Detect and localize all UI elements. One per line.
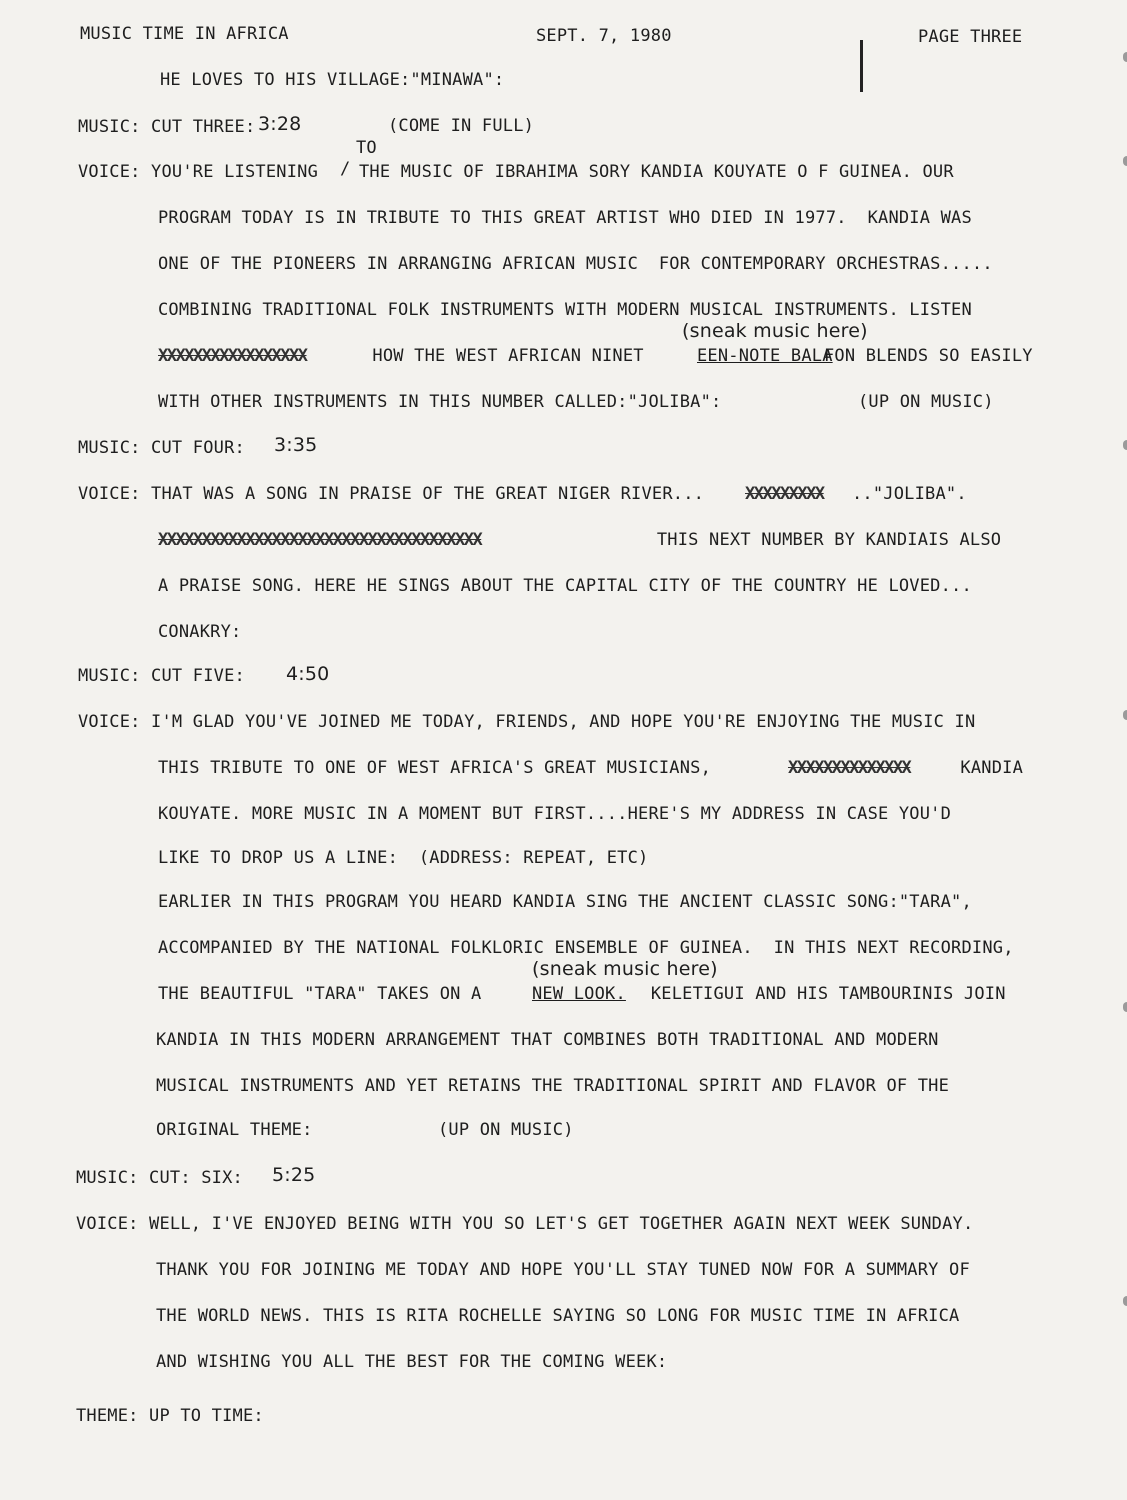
line-13: CONAKRY:: [158, 622, 242, 642]
struck-out-text-4: XXXXXXXXXXXXXX: [788, 758, 911, 778]
line-24a: ORIGINAL THEME:: [156, 1120, 313, 1140]
line-04: PROGRAM TODAY IS IN TRIBUTE TO THIS GREAT ARTIST WHO DIED IN 1977. KANDIA WAS: [158, 208, 972, 228]
margin-pen-mark: [860, 40, 863, 92]
voice-cue-line-03a: VOICE: YOU'RE LISTENING: [78, 162, 319, 182]
line-23: MUSICAL INSTRUMENTS AND YET RETAINS THE TRADITIONAL SPIRIT AND FLAVOR OF THE: [156, 1076, 950, 1096]
music-cue-six: MUSIC: CUT: SIX:: [76, 1168, 243, 1188]
line-07c-underlined: EEN-NOTE BALA: [697, 346, 833, 366]
cut-six-time: 5:25: [272, 1164, 316, 1186]
line-06: COMBINING TRADITIONAL FOLK INSTRUMENTS WITH MODERN MUSICAL INSTRUMENTS. LISTEN: [158, 300, 972, 320]
line-21c: KELETIGUI AND HIS TAMBOURINIS JOIN: [630, 984, 1006, 1004]
line-15: VOICE: I'M GLAD YOU'VE JOINED ME TODAY, FRIENDS, AND HOPE YOU'RE ENJOYING THE MUSIC IN: [78, 712, 976, 732]
edge-mark: [1123, 710, 1127, 720]
sneak-music-note-2: (sneak music here): [532, 958, 718, 980]
struck-out-text-1: XXXXXXXXXXXXXXXXX: [158, 346, 307, 366]
edge-mark: [1123, 52, 1127, 62]
line-08a: WITH OTHER INSTRUMENTS IN THIS NUMBER CALLED:"JOLIBA":: [158, 392, 722, 412]
line-18: LIKE TO DROP US A LINE: (ADDRESS: REPEAT, ETC): [158, 848, 649, 868]
line-01: HE LOVES TO HIS VILLAGE:"MINAWA":: [160, 70, 505, 90]
line-05: ONE OF THE PIONEERS IN ARRANGING AFRICAN MUSIC FOR CONTEMPORARY ORCHESTRAS.....: [158, 254, 993, 274]
edge-mark: [1123, 440, 1127, 450]
music-cue-four: MUSIC: CUT FOUR:: [78, 438, 245, 458]
music-cue-five: MUSIC: CUT FIVE:: [78, 666, 245, 686]
cut-five-time: 4:50: [286, 663, 330, 685]
up-on-music-note-1: (UP ON MUSIC): [858, 392, 994, 412]
line-07b: HOW THE WEST AFRICAN NINET: [362, 346, 644, 366]
music-cue-three: MUSIC: CUT THREE:: [78, 117, 256, 137]
line-21b-underlined: NEW LOOK.: [532, 984, 626, 1004]
line-21a: THE BEAUTIFUL "TARA" TAKES ON A: [158, 984, 492, 1004]
inserted-to: TO: [356, 138, 377, 158]
come-in-full-note: (COME IN FULL): [388, 116, 535, 136]
line-19: EARLIER IN THIS PROGRAM YOU HEARD KANDIA SING THE ANCIENT CLASSIC SONG:"TARA",: [158, 892, 972, 912]
line-28: THE WORLD NEWS. THIS IS RITA ROCHELLE SAYING SO LONG FOR MUSIC TIME IN AFRICA: [156, 1306, 960, 1326]
page-number: PAGE THREE: [918, 27, 1023, 47]
theme-cue: THEME: UP TO TIME:: [76, 1406, 264, 1426]
line-16c: KANDIA: [950, 758, 1024, 778]
sneak-music-note-1: (sneak music here): [682, 320, 868, 342]
line-03b: THE MUSIC OF IBRAHIMA SORY KANDIA KOUYATE O F GUINEA. OUR: [359, 162, 954, 182]
line-07d: FON BLENDS SO EASILY: [824, 346, 1033, 366]
cut-four-time: 3:35: [274, 434, 318, 456]
line-17: KOUYATE. MORE MUSIC IN A MOMENT BUT FIRST....HERE'S MY ADDRESS IN CASE YOU'D: [158, 804, 952, 824]
line-10c: .."JOLIBA".: [852, 484, 967, 504]
line-29: AND WISHING YOU ALL THE BEST FOR THE COMING WEEK:: [156, 1352, 668, 1372]
voice-cue-line-10a: VOICE: THAT WAS A SONG IN PRAISE OF THE GREAT NIGER RIVER...: [78, 484, 705, 504]
line-20: ACCOMPANIED BY THE NATIONAL FOLKLORIC ENSEMBLE OF GUINEA. IN THIS NEXT RECORDING,: [158, 938, 1014, 958]
line-26: VOICE: WELL, I'VE ENJOYED BEING WITH YOU SO LET'S GET TOGETHER AGAIN NEXT WEEK SUNDAY.: [76, 1214, 974, 1234]
struck-out-text-2: XXXXXXXXX: [745, 484, 824, 504]
edge-mark: [1123, 156, 1127, 166]
line-22: KANDIA IN THIS MODERN ARRANGEMENT THAT COMBINES BOTH TRADITIONAL AND MODERN: [156, 1030, 939, 1050]
edge-mark: [1123, 1002, 1127, 1012]
line-27: THANK YOU FOR JOINING ME TODAY AND HOPE YOU'LL STAY TUNED NOW FOR A SUMMARY OF: [156, 1260, 970, 1280]
edge-mark: [1123, 1296, 1127, 1306]
program-title: MUSIC TIME IN AFRICA: [80, 24, 289, 44]
struck-out-text-3: XXXXXXXXXXXXXXXXXXXXXXXXXXXXXXXXXXXXX: [158, 530, 482, 550]
line-12: A PRAISE SONG. HERE HE SINGS ABOUT THE CAPITAL CITY OF THE COUNTRY HE LOVED...: [158, 576, 972, 596]
script-date: SEPT. 7, 1980: [536, 26, 672, 46]
line-16a: THIS TRIBUTE TO ONE OF WEST AFRICA'S GREAT MUSICIANS,: [158, 758, 722, 778]
cut-three-time: 3:28: [258, 113, 302, 135]
up-on-music-note-2: (UP ON MUSIC): [438, 1120, 574, 1140]
insert-slash: /: [340, 159, 351, 179]
line-11b: THIS NEXT NUMBER BY KANDIAIS ALSO: [636, 530, 1002, 550]
